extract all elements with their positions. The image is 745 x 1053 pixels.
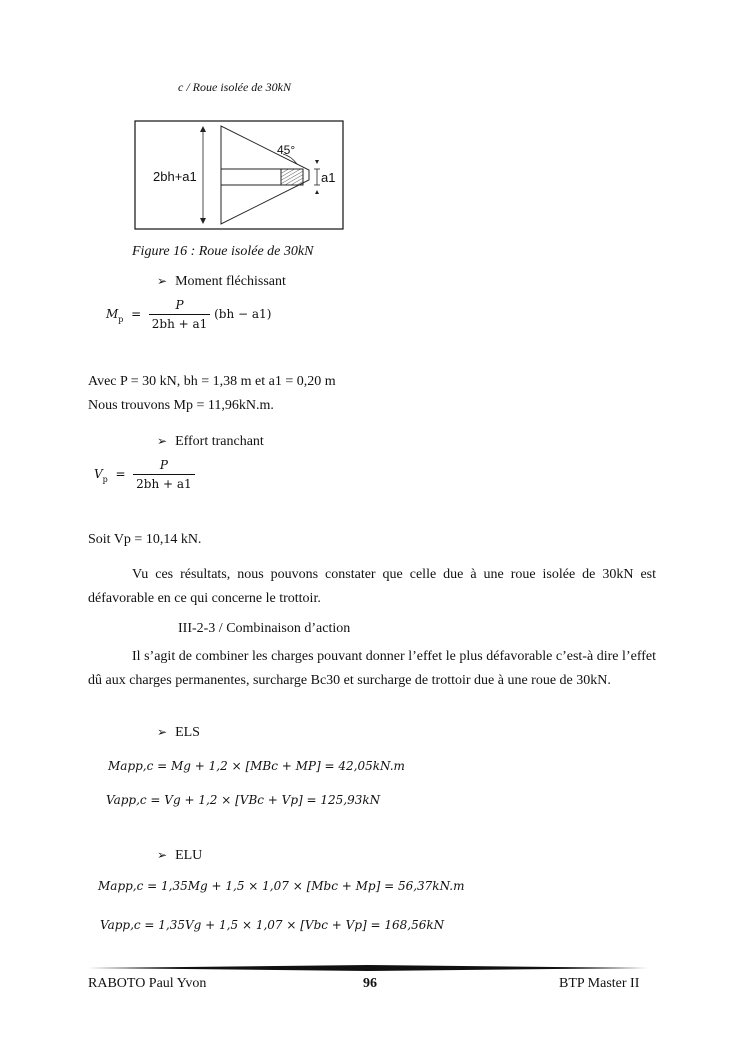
moment-bullet	[157, 274, 286, 290]
arrow-bullet-icon: ➢	[157, 274, 168, 288]
moment-factor: (bh − a1)	[214, 307, 272, 321]
shear-formula: $V_p$ = $\frac{P}{2bh + a1}$	[94, 458, 195, 491]
section-heading: c / Roue isolée de 30kN	[178, 80, 291, 94]
moment-result-line: Nous trouvons Mp = 11,96kN.m.	[88, 398, 274, 413]
figure-caption: Figure 16 : Roue isolée de 30kN	[132, 244, 314, 259]
shear-fraction: $\frac{P}{2bh + a1}$	[133, 458, 195, 491]
moment-bullet-label: Moment fléchissant	[175, 274, 286, 289]
arrow-bullet-icon: ➢	[157, 434, 168, 448]
els-shear-formula: Vapp,c = Vg + 1,2 × [VBc + Vp] = 125,93kN	[106, 793, 381, 807]
contact-zone-hatch	[281, 169, 303, 185]
conclusion-paragraph: Vu ces résultats, nous pouvons constater que celle due à une roue isolée de 30kN est défavorable en ce qui concerne le trottoir.	[88, 567, 656, 606]
shear-bullet	[157, 434, 264, 450]
shear-bullet-label: Effort tranchant	[175, 434, 264, 449]
footer-rule	[88, 964, 648, 972]
moment-values-line: Avec P = 30 kN, bh = 1,38 m et a1 = 0,20 m	[88, 374, 336, 389]
footer-program: BTP Master II	[559, 976, 640, 991]
shear-result-line: Soit Vp = 10,14 kN.	[88, 532, 202, 547]
els-bullet-label: ELS	[175, 725, 200, 740]
figure-label-left: 2bh+a1	[153, 169, 197, 184]
combination-heading: III-2-3 / Combinaison d’action	[178, 621, 351, 636]
figure-label-right: a1	[321, 170, 336, 185]
arrow-bullet-icon: ➢	[157, 725, 168, 739]
elu-moment-formula: Mapp,c = 1,35Mg + 1,5 × 1,07 × [Mbc + Mp] = 56,37kN.m	[98, 879, 465, 893]
moment-formula: $M_p$ = $\frac{P}{2bh + a1}$ (bh − a1)	[106, 298, 272, 331]
figure-wheel-diagram	[133, 120, 345, 232]
combination-paragraph: Il s’agit de combiner les charges pouvant donner l’effet le plus défavorable c’est-à dire l’effet dû aux charges permanentes, surcharge Bc30 et surcharge de trottoir due à une roue de 30kN.	[88, 649, 656, 688]
footer-author: RABOTO Paul Yvon	[88, 976, 207, 991]
figure-label-angle: 45°	[277, 143, 296, 157]
elu-bullet-label: ELU	[175, 848, 203, 863]
moment-fraction: $\frac{P}{2bh + a1}$	[149, 298, 211, 331]
els-moment-formula: Mapp,c = Mg + 1,2 × [MBc + MP] = 42,05kN.m	[108, 759, 405, 773]
elu-bullet	[157, 848, 202, 864]
footer-page-number: 96	[363, 976, 377, 991]
arrow-bullet-icon: ➢	[157, 848, 168, 862]
els-bullet	[157, 725, 200, 741]
elu-shear-formula: Vapp,c = 1,35Vg + 1,5 × 1,07 × [Vbc + Vp] = 168,56kN	[100, 918, 445, 932]
